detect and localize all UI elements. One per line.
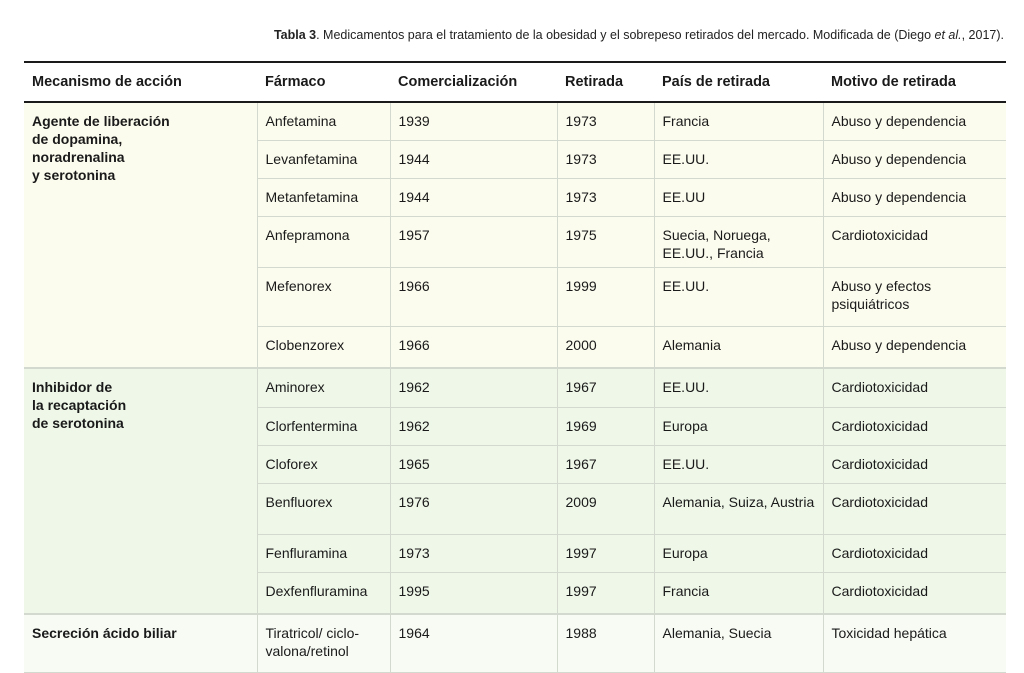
marketed-cell: 1965	[390, 446, 557, 484]
drug-cell: Anfepramona	[257, 217, 390, 268]
marketed-cell: 1973	[390, 535, 557, 573]
marketed-cell: 1962	[390, 408, 557, 446]
reason-cell: Abuso y dependencia	[823, 179, 1006, 217]
withdrawn-cell: 1997	[557, 573, 654, 615]
marketed-cell: 1976	[390, 484, 557, 535]
withdrawn-cell: 2009	[557, 484, 654, 535]
withdrawn-cell: 1999	[557, 268, 654, 327]
drug-cell: Aminorex	[257, 368, 390, 408]
header-reason: Motivo de retirada	[823, 62, 1006, 102]
table-row	[24, 368, 1006, 408]
drug-cell: Mefenorex	[257, 268, 390, 327]
header-country: País de retirada	[654, 62, 823, 102]
withdrawn-cell: 1973	[557, 102, 654, 141]
mechanism-line: noradrenalina	[32, 149, 125, 165]
drug-cell: Fenfluramina	[257, 535, 390, 573]
mechanism-cell	[24, 614, 257, 673]
caption-et-al: et al.	[934, 28, 962, 42]
mechanism-line: Agente de liberación	[32, 113, 170, 129]
reason-cell: Cardiotoxicidad	[823, 368, 1006, 408]
mechanism-line: y serotonina	[32, 167, 116, 183]
header-withdrawn: Retirada	[557, 62, 654, 102]
reason-cell: Toxicidad hepática	[823, 614, 1006, 673]
drug-cell: Clorfentermina	[257, 408, 390, 446]
mechanism-line: la recaptación	[32, 397, 127, 413]
reason-cell: Abuso y dependencia	[823, 102, 1006, 141]
withdrawn-cell: 1967	[557, 446, 654, 484]
caption-text: . Medicamentos para el tratamiento de la obesidad y el sobrepeso retirados del mercado. Modificada de (Diego	[316, 28, 935, 42]
marketed-cell: 1995	[390, 573, 557, 615]
marketed-cell: 1939	[390, 102, 557, 141]
mechanism-cell	[24, 368, 257, 614]
withdrawn-cell: 1975	[557, 217, 654, 268]
drug-cell: Metanfetamina	[257, 179, 390, 217]
drug-cell: Levanfetamina	[257, 141, 390, 179]
reason-cell: Abuso y dependencia	[823, 327, 1006, 369]
drug-cell: Tiratricol/ ciclo-valona/retinol	[257, 614, 390, 673]
country-cell: Alemania, Suiza, Austria	[654, 484, 823, 535]
country-cell: Europa	[654, 535, 823, 573]
mechanism-line: Secreción ácido biliar	[32, 625, 177, 641]
marketed-cell: 1944	[390, 141, 557, 179]
marketed-cell: 1944	[390, 179, 557, 217]
reason-cell: Cardiotoxicidad	[823, 535, 1006, 573]
drug-cell: Anfetamina	[257, 102, 390, 141]
header-drug: Fármaco	[257, 62, 390, 102]
withdrawn-cell: 1997	[557, 535, 654, 573]
header-marketed: Comercialización	[390, 62, 557, 102]
withdrawn-cell: 1969	[557, 408, 654, 446]
country-cell: Alemania	[654, 327, 823, 369]
country-cell: EE.UU.	[654, 446, 823, 484]
reason-cell: Cardiotoxicidad	[823, 573, 1006, 615]
marketed-cell: 1966	[390, 268, 557, 327]
withdrawn-cell: 2000	[557, 327, 654, 369]
drug-cell: Cloforex	[257, 446, 390, 484]
country-cell: EE.UU.	[654, 268, 823, 327]
table-header-row	[24, 62, 1006, 102]
country-cell: Alemania, Suecia	[654, 614, 823, 673]
withdrawn-cell: 1973	[557, 179, 654, 217]
header-mechanism: Mecanismo de acción	[24, 62, 257, 102]
mechanism-line: Inhibidor de	[32, 379, 113, 395]
withdrawn-cell: 1988	[557, 614, 654, 673]
mechanism-cell	[24, 102, 257, 368]
country-cell: Suecia, Noruega, EE.UU., Francia	[654, 217, 823, 268]
mechanism-line: de serotonina	[32, 415, 124, 431]
country-cell: Francia	[654, 573, 823, 615]
mechanism-line: de dopamina,	[32, 131, 123, 147]
marketed-cell: 1966	[390, 327, 557, 369]
table-row	[24, 102, 1006, 141]
marketed-cell: 1962	[390, 368, 557, 408]
country-cell: Europa	[654, 408, 823, 446]
caption-text-end: , 2017).	[961, 28, 1004, 42]
marketed-cell: 1964	[390, 614, 557, 673]
withdrawn-drugs-table	[24, 61, 1006, 673]
reason-cell: Abuso y dependencia	[823, 141, 1006, 179]
table-row	[24, 614, 1006, 673]
country-cell: EE.UU	[654, 179, 823, 217]
table-caption	[274, 28, 1004, 42]
caption-label: Tabla 3	[273, 28, 317, 42]
country-cell: Francia	[654, 102, 823, 141]
country-cell: EE.UU.	[654, 141, 823, 179]
country-cell: EE.UU.	[654, 368, 823, 408]
drug-table-container	[24, 61, 1006, 673]
withdrawn-cell: 1967	[557, 368, 654, 408]
reason-cell: Cardiotoxicidad	[823, 446, 1006, 484]
withdrawn-cell: 1973	[557, 141, 654, 179]
reason-cell: Abuso y efectos psiquiátricos	[823, 268, 1006, 327]
drug-cell: Dexfenfluramina	[257, 573, 390, 615]
reason-cell: Cardiotoxicidad	[823, 217, 1006, 268]
drug-cell: Clobenzorex	[257, 327, 390, 369]
marketed-cell: 1957	[390, 217, 557, 268]
reason-cell: Cardiotoxicidad	[823, 408, 1006, 446]
reason-cell: Cardiotoxicidad	[823, 484, 1006, 535]
drug-cell: Benfluorex	[257, 484, 390, 535]
